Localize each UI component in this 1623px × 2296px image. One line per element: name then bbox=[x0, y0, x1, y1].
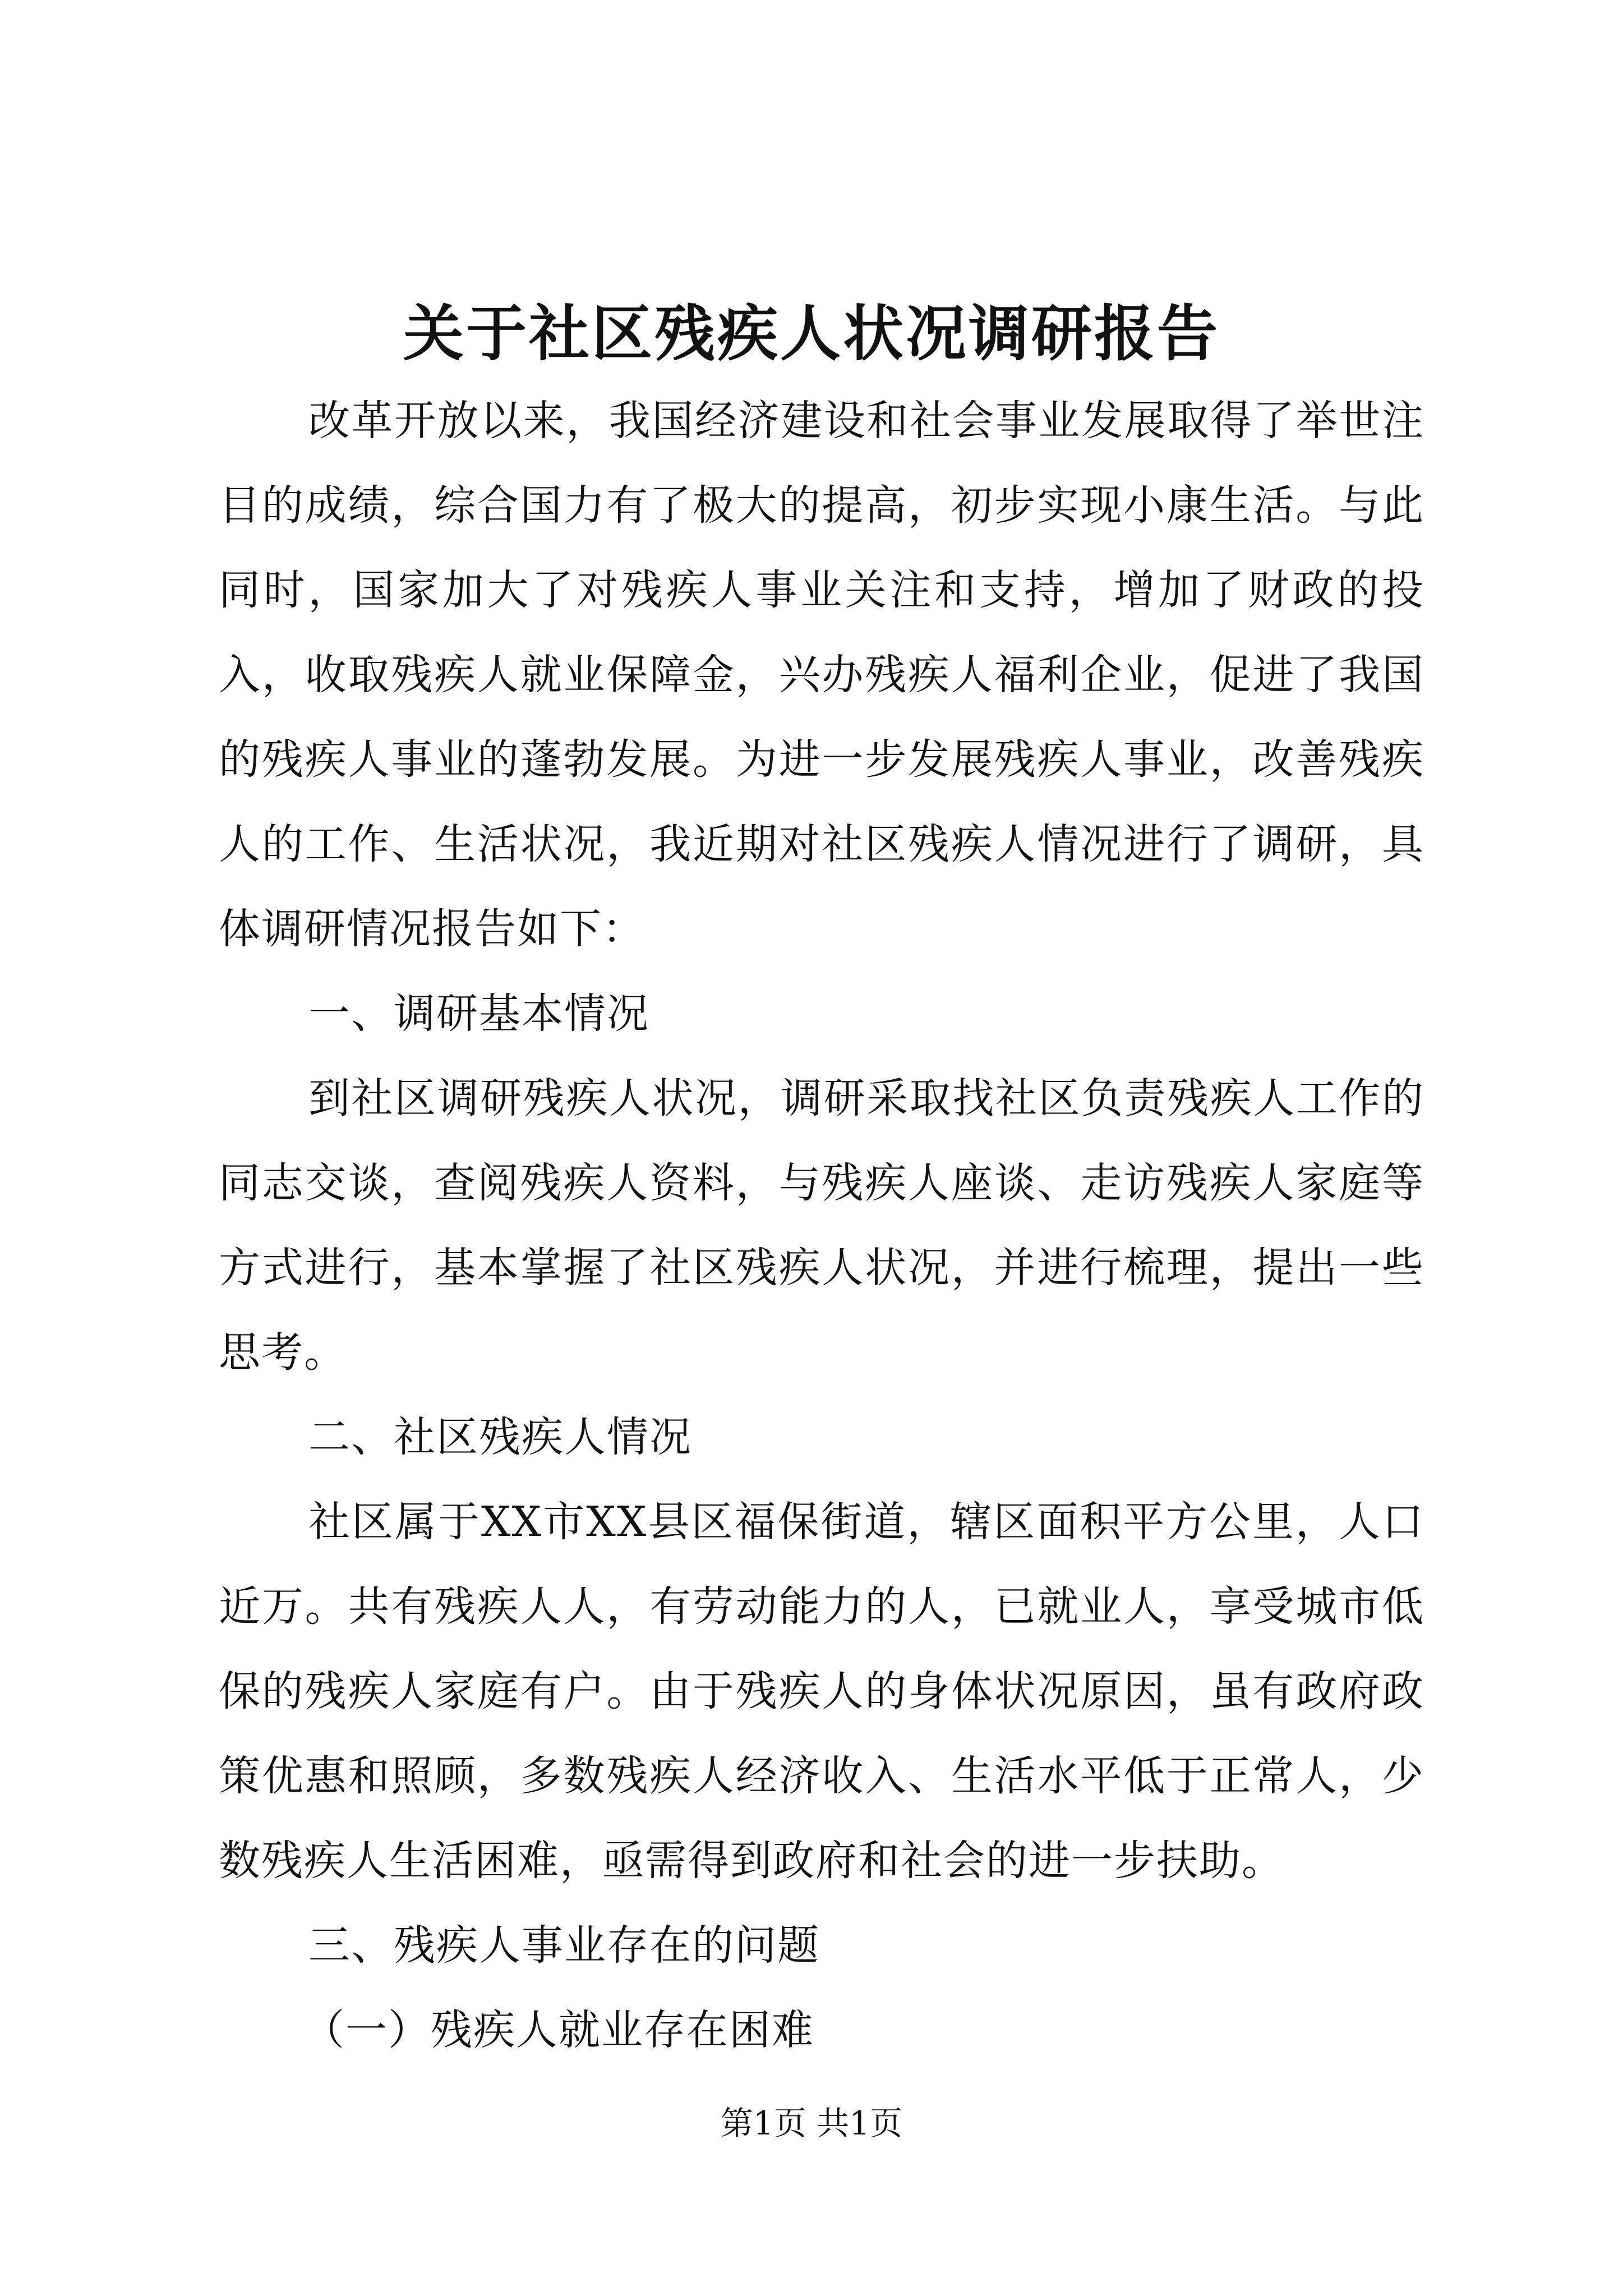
document-body bbox=[219, 379, 1424, 2073]
section-heading-1: 一、调研基本情况 bbox=[308, 990, 649, 1038]
section-2-paragraph: 社区属于XX市XX县区福保街道，辖区面积平方公里，人口近万。共有残疾人人，有劳动能力的人，已就业人，享受城市低保的残疾人家庭有户。由于残疾人的身体状况原因，虽有政府政策优惠和照顾，多数残疾人经济收入、生活水平低于正常人，少数残疾人生活困难，亟需得到政府和社会的进一步扶助。 bbox=[219, 1498, 1424, 1885]
intro-paragraph: 改革开放以来，我国经济建设和社会事业发展取得了举世注目的成绩，综合国力有了极大的提高，初步实现小康生活。与此同时，国家加大了对残疾人事业关注和支持，增加了财政的投入，收取残疾人就业保障金，兴办残疾人福利企业，促进了我国的残疾人事业的蓬勃发展。为进一步发展残疾人事业，改善残疾人的工作、生活状况，我近期对社区残疾人情况进行了调研，具体调研情况报告如下： bbox=[219, 397, 1424, 953]
subsection-heading-3-1: （一）残疾人就业存在困难 bbox=[303, 2006, 814, 2054]
page-number-footer: 第1页 共1页 bbox=[720, 2104, 903, 2142]
section-1-paragraph: 到社区调研残疾人状况，调研采取找社区负责残疾人工作的同志交谈，查阅残疾人资料，与残疾人座谈、走访残疾人家庭等方式进行，基本掌握了社区残疾人状况，并进行梳理，提出一些思考。 bbox=[219, 1074, 1424, 1377]
section-heading-2: 二、社区残疾人情况 bbox=[308, 1413, 692, 1461]
section-heading-3: 三、残疾人事业存在的问题 bbox=[308, 1921, 820, 1970]
document-title: 关于社区残疾人状况调研报告 bbox=[403, 298, 1220, 369]
